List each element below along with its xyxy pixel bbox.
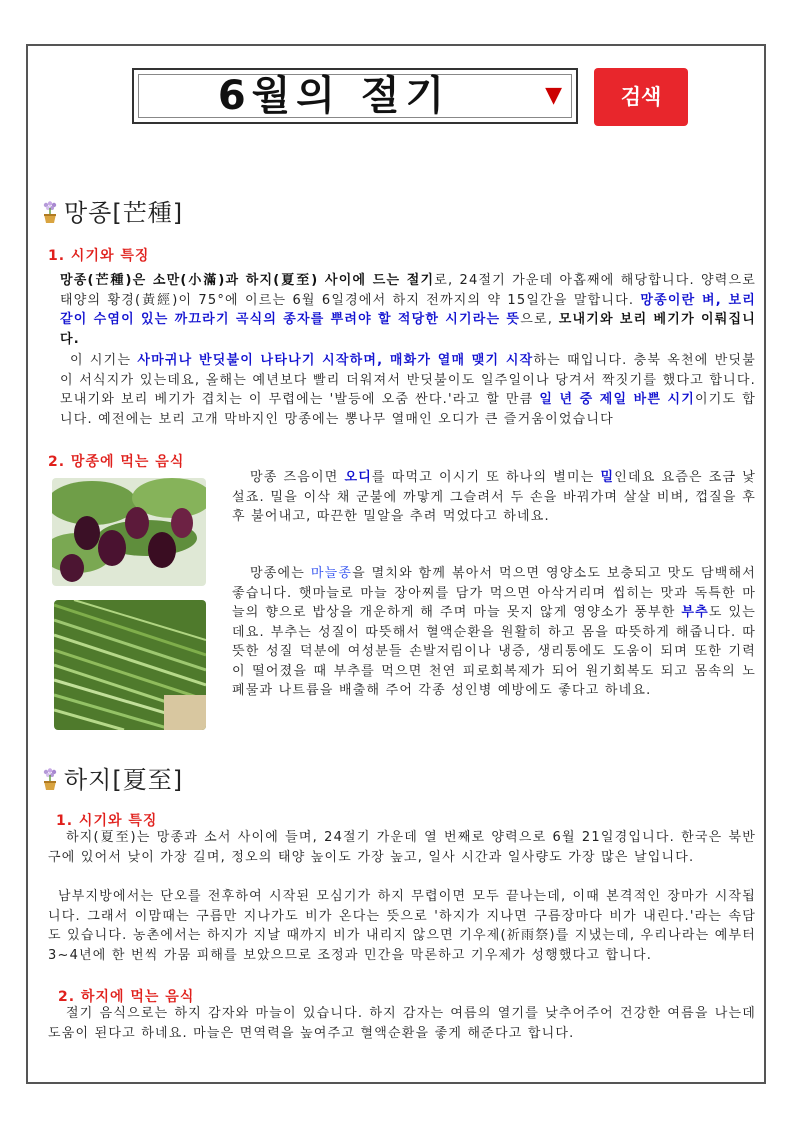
subheading-food: 2. 망종에 먹는 음식 xyxy=(48,454,185,470)
paragraph-haji-food xyxy=(48,1004,756,1043)
text-segment: 일 년 중 제일 바쁜 시기 xyxy=(539,392,695,407)
text-segment: 을 멸치와 함께 볶아서 먹으면 영양소도 보충되고 맛도 담백해서 좋습니다. 햇마늘로 마늘 장아찌를 담가 먹으면 아삭거리며 씹히는 맛과 독특한 마늘의 향으로 밥상을 개운하게 해 주며 마늘 못지 않게 영양소가 풍부한 xyxy=(232,566,756,620)
subheading-timing: 1. 시기와 특징 xyxy=(48,248,150,264)
text-segment: 밀 xyxy=(600,470,615,485)
section-heading-haji xyxy=(40,760,183,795)
text-segment: 를 따먹고 이시기 또 하나의 별미는 xyxy=(372,470,601,485)
page-title: 6월의 절기 xyxy=(217,73,451,119)
paragraph-mangjong-season xyxy=(60,351,756,429)
text-segment: 망종 즈음이면 xyxy=(250,470,345,485)
dropdown-arrow-icon[interactable]: ▼ xyxy=(545,83,562,108)
text-segment: 망종이란 벼, 보리 같이 수염이 있는 까끄라기 곡식의 종자를 뿌려야 할 적당한 시기라는 뜻 xyxy=(60,292,756,327)
text-segment: 절기 음식으로는 하지 감자와 마늘이 있습니다. 하지 감자는 여름의 열기를 낮추어주어 건강한 여름을 나는데 도움이 된다고 하네요. 마늘은 면역력을 높여주고 혈액순환을 좋게 해준다고 합니다. xyxy=(48,1006,756,1041)
text-segment: 오디 xyxy=(344,470,373,485)
text-segment: 이기도 합니다. 예전에는 보리 고개 막바지인 망종에는 뽕나무 열매인 오디가 큰 즐거움이었습니다 xyxy=(60,392,756,427)
text-segment: 로, 24절기 가운데 아홉째에 해당합니다. 양력으로 태양의 황경(黃經)이 75°에 이르는 6월 6일경에서 하지 전까지의 약 15일간을 말합니다. xyxy=(60,273,756,308)
text-segment: 부추 xyxy=(681,605,709,620)
flower-pot-icon xyxy=(40,767,60,791)
section-heading-text: 하지[夏至] xyxy=(64,766,184,794)
title-dropdown[interactable] xyxy=(132,68,578,124)
subheading-food: 2. 하지에 먹는 음식 xyxy=(58,989,195,1005)
garlic-chive-photo xyxy=(54,600,206,730)
search-button[interactable]: 검색 xyxy=(594,68,688,126)
text-segment: 사마귀나 반딧불이 나타나기 시작하며, 매화가 열매 맺기 시작 xyxy=(137,353,534,368)
mulberry-photo xyxy=(52,478,206,586)
text-segment: 망종에는 xyxy=(250,566,311,581)
text-segment: 이 시기는 xyxy=(70,353,138,368)
paragraph-mangjong-food xyxy=(232,468,756,527)
text-segment: 하지(夏至)는 망종과 소서 사이에 들며, 24절기 가운데 열 번째로 양력으로 6월 21일경입니다. 한국은 북반구에 있어서 낮이 가장 길며, 정오의 태양 높이도 가장 높고, 일사 시간과 일사량도 가장 많은 날입니다. xyxy=(48,830,756,865)
paragraph-mangjong-food-2 xyxy=(232,564,756,701)
text-segment: 마늘종 xyxy=(310,566,353,581)
subheading-timing: 1. 시기와 특징 xyxy=(56,813,158,829)
paragraph-haji-intro xyxy=(48,828,756,867)
flower-pot-icon xyxy=(40,200,60,224)
text-segment: 하는 때입니다. 충북 옥천에 반딧불이 서식지가 있는데요, 올해는 예년보다 빨리 더워져서 반딧불이도 일주일이나 당겨서 짝짓기를 했다고 합니다. 모내기와 보리 베기가 겹치는 이 무렵에는 '발등에 오줌 싼다.'라고 할 만큼 xyxy=(60,353,757,407)
section-heading-text: 망종[芒種] xyxy=(64,199,184,227)
paragraph-haji-season xyxy=(48,887,756,965)
text-segment: 망종(芒種)은 소만(小滿)과 하지(夏至) 사이에 드는 절기 xyxy=(60,273,435,288)
text-segment: 남부지방에서는 단오를 전후하여 시작된 모심기가 하지 무렵이면 모두 끝나는데, 이때 본격적인 장마가 시작됩니다. 그래서 이맘때는 구름만 지나가도 비가 온다는 뜻으로 '하지가 지나면 구름장마다 비가 내린다.'라는 속담도 있습니다. 농촌에서는 하지가 지날 때까지 비가 내리지 않으면 기우제(祈雨祭)를 지냈는데, 우리나라는 예부터 3~4년에 한 번씩 가뭄 피해를 보았으므로 조정과 민간을 막론하고 기우제가 성행했다고 합니다. xyxy=(48,889,756,963)
text-segment: 도 있는데요. 부추는 성질이 따뜻해서 혈액순환을 원활히 하고 몸을 따뜻하게 해줍니다. 따뜻한 성질 덕분에 여성분들 손발저림이나 냉증, 생리통에도 도움이 되며 또한 기력이 떨어졌을 때 부추를 먹으면 천연 피로회복제가 되어 원기회복도 되고 몸속의 노폐물과 나트륨을 배출해 주어 각종 성인병 예방에도 좋다고 하네요. xyxy=(232,605,756,698)
text-segment: 모내기와 보리 베기가 이뤄집니다. xyxy=(60,312,756,347)
text-segment: 인데요 요즘은 조금 낯설죠. 밀을 이삭 채 군불에 까맣게 그슬려서 두 손을 바꿔가며 살살 비벼, 껍질을 후후 불어내고, 따끈한 밀알을 추려 먹었다고 하네요. xyxy=(232,470,756,524)
text-segment: 으로, xyxy=(520,312,559,327)
paragraph-mangjong-intro xyxy=(60,271,756,349)
section-heading-mangjong xyxy=(40,193,183,228)
